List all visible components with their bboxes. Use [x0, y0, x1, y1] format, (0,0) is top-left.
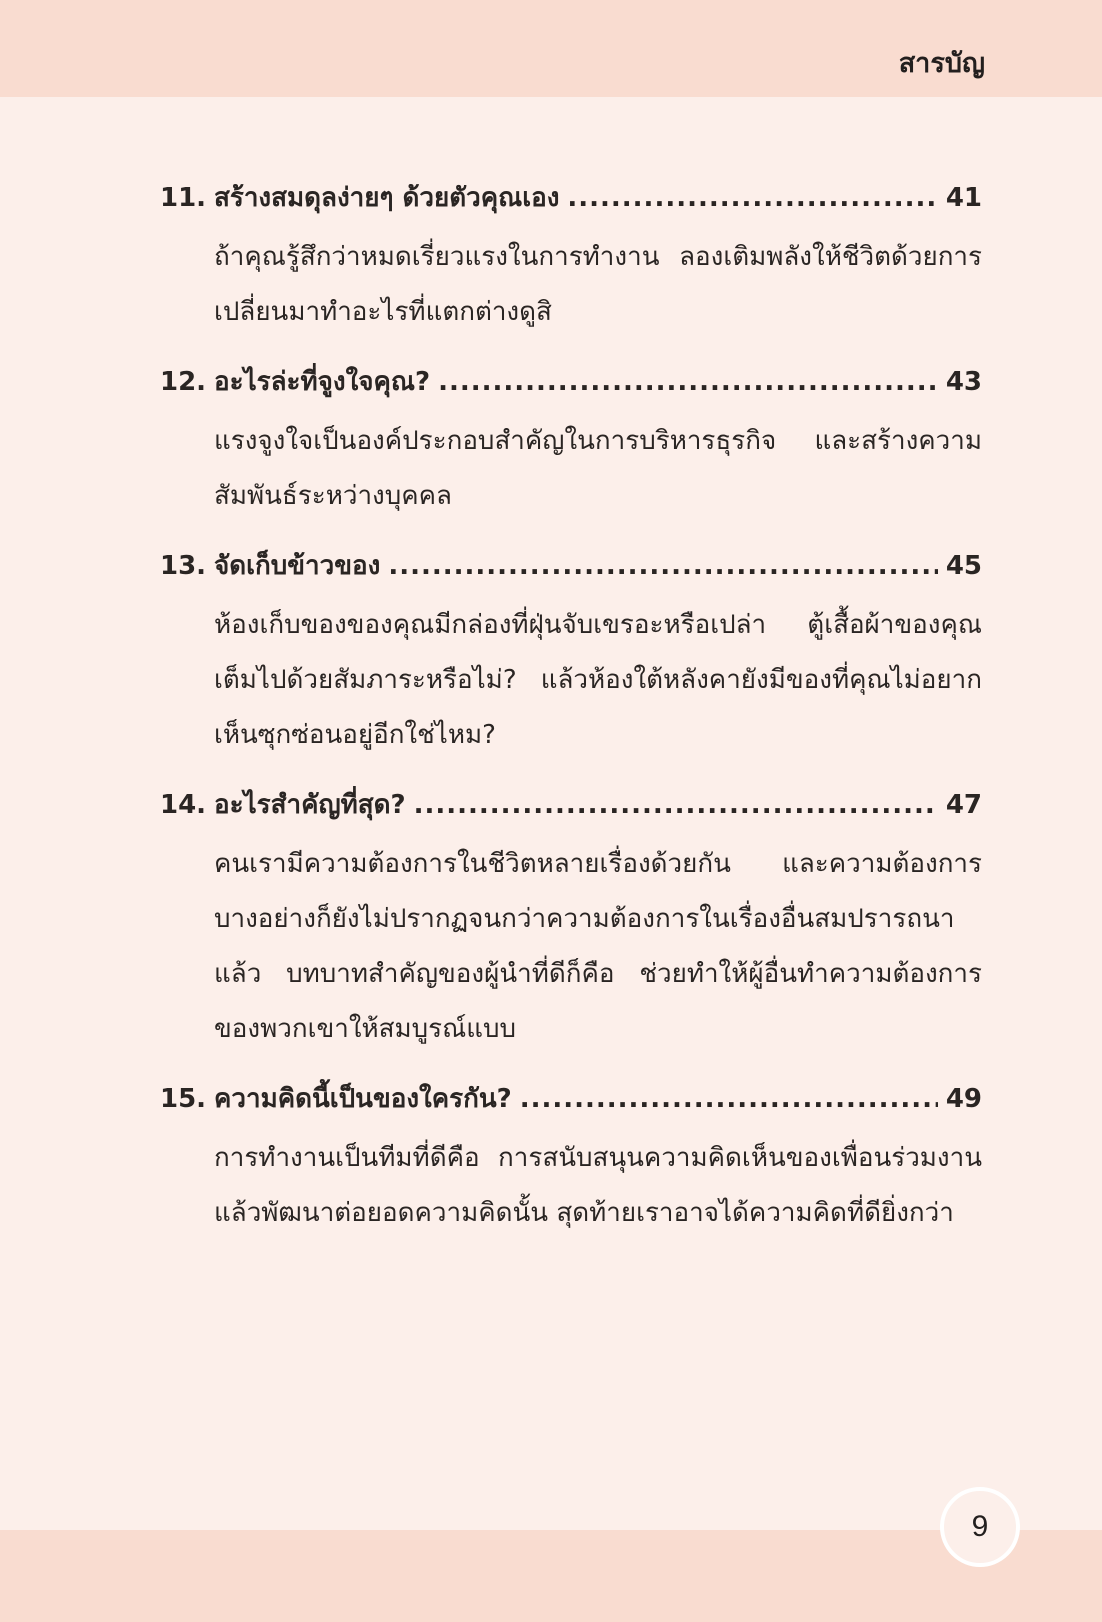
footer-band: [0, 1530, 1102, 1622]
dot-leader: [567, 170, 937, 226]
toc-entry-description: ถ้าคุณรู้สึกว่าหมดเรี่ยวแรงในการทำงาน ลองเติมพลังให้ชีวิตด้วยการเปลี่ยนมาทำอะไรที่แตกต่างดูสิ: [214, 242, 982, 327]
toc-entry: [160, 1071, 982, 1241]
toc-entry-page: 41: [945, 183, 982, 213]
toc-entry-description: การทำงานเป็นทีมที่ดีคือ การสนับสนุนความคิดเห็นของเพื่อนร่วมงาน แล้วพัฒนาต่อยอดความคิดนั้น สุดท้ายเราอาจได้ความคิดที่ดียิ่งกว่า: [214, 1143, 982, 1228]
toc-entry-heading: [160, 777, 982, 833]
toc-entry: [160, 170, 982, 340]
toc-entry-page: 49: [945, 1084, 982, 1114]
toc-entry-description: ห้องเก็บของของคุณมีกล่องที่ฝุ่นจับเขรอะหรือเปล่า ตู้เสื้อผ้าของคุณเต็มไปด้วยสัมภาระหรือไม่? แล้วห้องใต้หลังคายังมีของที่คุณไม่อยากเห็นซุกซ่อนอยู่อีกใช่ไหม?: [214, 610, 982, 750]
toc-entry-title: ความคิดนี้เป็นของใครกัน?: [214, 1084, 512, 1114]
toc-entry-title: จัดเก็บข้าวของ: [214, 551, 381, 581]
toc-entry-number: 14.: [160, 790, 207, 820]
toc-entry: [160, 354, 982, 524]
dot-leader: [438, 354, 938, 410]
toc-entry-title: อะไรสำคัญที่สุด?: [214, 790, 406, 820]
toc-entry-heading: [160, 538, 982, 594]
dot-leader: [414, 777, 938, 833]
toc-entry-number: 12.: [160, 367, 207, 397]
toc-entry-page: 43: [945, 367, 982, 397]
toc-entry-page: 47: [945, 790, 982, 820]
table-of-contents: [160, 170, 982, 1255]
toc-entry: [160, 777, 982, 1057]
toc-entry-heading: [160, 354, 982, 410]
toc-entry-number: 15.: [160, 1084, 207, 1114]
dot-leader: [388, 538, 938, 594]
page-number: 9: [971, 1510, 989, 1543]
page-number-badge: [940, 1487, 1020, 1567]
toc-entry: [160, 538, 982, 763]
toc-entry-title: อะไรล่ะที่จูงใจคุณ?: [214, 367, 431, 397]
page-header-title: สารบัญ: [898, 48, 985, 79]
toc-entry-page: 45: [945, 551, 982, 581]
toc-entry-number: 13.: [160, 551, 207, 581]
toc-entry-title: สร้างสมดุลง่ายๆ ด้วยตัวคุณเอง: [214, 183, 560, 213]
toc-entry-number: 11.: [160, 183, 207, 213]
toc-entry-heading: [160, 1071, 982, 1127]
toc-entry-description: แรงจูงใจเป็นองค์ประกอบสำคัญในการบริหารธุรกิจ และสร้างความสัมพันธ์ระหว่างบุคคล: [214, 426, 982, 511]
toc-entry-description: คนเรามีความต้องการในชีวิตหลายเรื่องด้วยกัน และความต้องการบางอย่างก็ยังไม่ปรากฏจนกว่าความต้องการในเรื่องอื่นสมปรารถนาแล้ว บทบาทสำคัญของผู้นำที่ดีก็คือ ช่วยทำให้ผู้อื่นทำความต้องการของพวกเขาให้สมบูรณ์แบบ: [214, 849, 982, 1044]
dot-leader: [520, 1071, 938, 1127]
toc-entry-heading: [160, 170, 982, 226]
